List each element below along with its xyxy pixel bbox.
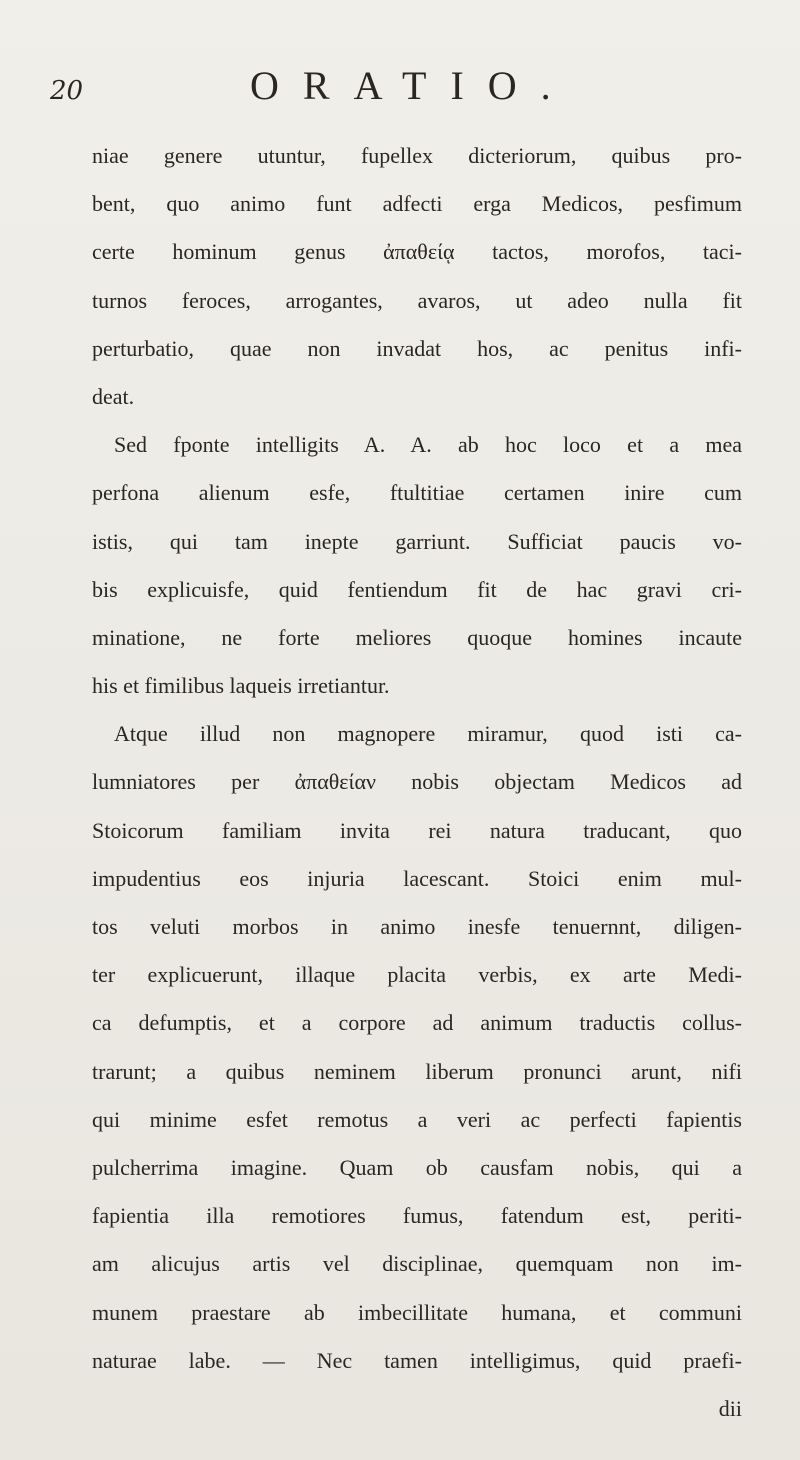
text-line: trarunt; a quibus neminem liberum pronunci arunt, nifi (92, 1058, 742, 1084)
page-header (0, 62, 800, 122)
page-number: 20 (50, 76, 84, 106)
text-line: fapientia illa remotiores fumus, fatendum est, periti- (92, 1203, 742, 1229)
text-line: certe hominum genus ἀπαθείᾳ tactos, morofos, taci- (92, 239, 742, 265)
text-line: niae genere utuntur, fupellex dicteriorum, quibus pro- (92, 143, 742, 168)
text-line: lumniatores per ἀπαθείαν nobis objectam Medicos ad (92, 769, 742, 795)
text-line: munem praestare ab imbecillitate humana, et communi (92, 1299, 742, 1325)
text-line: minatione, ne forte meliores quoque homines incaute (92, 624, 742, 650)
text-line: impudentius eos injuria lacescant. Stoici enim mul- (92, 865, 742, 891)
text-line: Atque illud non magnopere miramur, quod isti ca- (114, 721, 742, 747)
running-title: ORATIO. (250, 63, 575, 108)
text-line: ca defumptis, et a corpore ad animum traductis collus- (92, 1010, 742, 1036)
text-line: pulcherrima imagine. Quam ob causfam nobis, qui a (92, 1154, 742, 1180)
text-line: bent, quo animo funt adfecti erga Medicos, pesfimum (92, 191, 742, 217)
text-line: perfona alienum esfe, ftultitiae certamen inire cum (92, 480, 742, 506)
text-line: deat. (92, 383, 135, 409)
text-line: his et fimilibus laqueis irretiantur. (92, 673, 390, 699)
body-text (92, 132, 742, 1433)
text-line: tos veluti morbos in animo inesfe tenuernnt, diligen- (92, 914, 742, 939)
text-line: perturbatio, quae non invadat hos, ac penitus infi- (92, 335, 742, 361)
text-line: istis, qui tam inepte garriunt. Sufficiat paucis vo- (92, 528, 742, 554)
text-line: ter explicuerunt, illaque placita verbis, ex arte Medi- (92, 962, 742, 988)
text-line: qui minime esfet remotus a veri ac perfecti fapientis (92, 1106, 742, 1132)
catchword: dii (718, 1395, 742, 1421)
text-line: Stoicorum familiam invita rei natura traducant, quo (92, 817, 742, 843)
text-line: naturae labe. — Nec tamen intelligimus, quid praefi- (92, 1347, 742, 1373)
text-line: Sed fponte intelligits A. A. ab hoc loco et a mea (114, 432, 742, 458)
text-line: turnos feroces, arrogantes, avaros, ut adeo nulla fit (92, 287, 742, 313)
text-line: am alicujus artis vel disciplinae, quemquam non im- (92, 1251, 742, 1277)
text-line: bis explicuisfe, quid fentiendum fit de hac gravi cri- (92, 576, 742, 602)
